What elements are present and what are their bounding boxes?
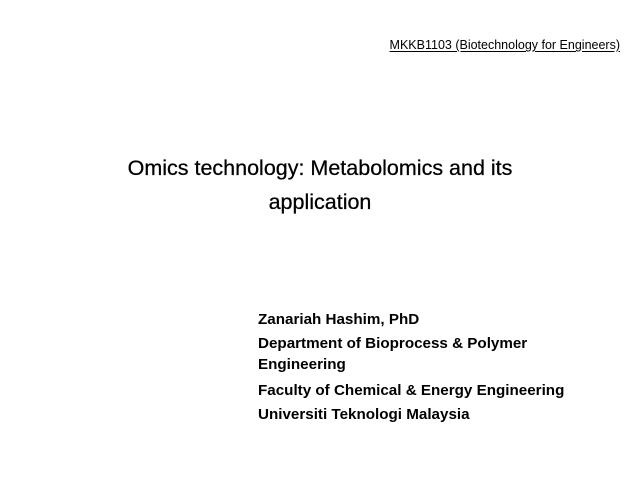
course-code-header: MKKB1103 (Biotechnology for Engineers)	[389, 38, 620, 52]
author-department	[258, 333, 608, 375]
slide-title	[40, 151, 600, 219]
slide-title-line-2: application	[268, 190, 372, 214]
author-university: Universiti Teknologi Malaysia	[258, 406, 470, 423]
slide-title-line-1: Omics technology: Metabolomics and its	[127, 156, 513, 180]
author-name: Zanariah Hashim, PhD	[258, 311, 420, 328]
author-department-line-2: Engineering	[258, 356, 346, 373]
author-faculty: Faculty of Chemical & Energy Engineering	[258, 382, 565, 399]
author-block	[258, 308, 608, 427]
author-department-line-1: Department of Bioprocess & Polymer	[258, 335, 528, 352]
